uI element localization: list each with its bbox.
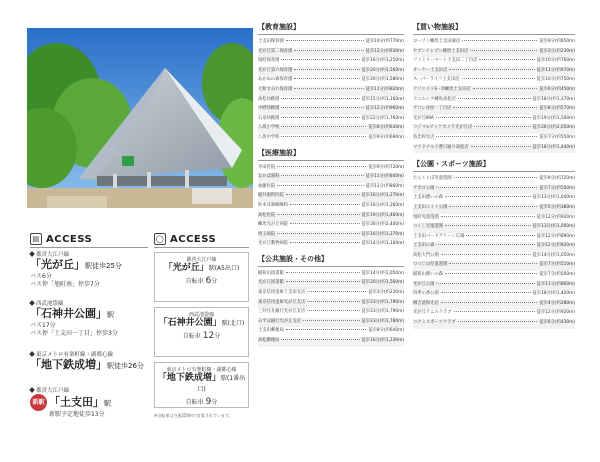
facility-distance: 徒歩9分(約650m): [539, 39, 575, 44]
leader-dots: [473, 88, 538, 89]
facility-name: 旭町保育園: [258, 58, 280, 64]
access-train-entry-2: [30, 299, 158, 338]
leader-dots: [462, 78, 535, 79]
facility-name: 高松大門公園: [413, 252, 439, 258]
facility-distance: 徒歩9分(約720m): [368, 164, 404, 170]
facility-distance: 徒歩14分(約1,050m): [361, 270, 404, 276]
divider: [30, 247, 148, 248]
facility-distance: 徒歩7分(約510m): [539, 262, 575, 268]
leader-dots: [454, 177, 538, 178]
facility-row: [258, 212, 404, 222]
route-detail: バス17分: [30, 322, 56, 329]
leader-dots: [277, 166, 366, 167]
facility-name: たらくくぼ児童遊園: [413, 176, 452, 182]
facility-row: [258, 76, 404, 86]
leader-dots: [281, 59, 359, 60]
leader-dots: [286, 281, 360, 282]
bicycle-icon: ◯: [155, 235, 165, 243]
facility-name: 土支田の森: [413, 243, 435, 249]
facility-column-right: [413, 22, 575, 333]
facility-name: ローソン練馬土支田通店: [413, 39, 461, 44]
divider: [154, 247, 249, 248]
bike-time: 自転車 12分: [182, 331, 221, 341]
facility-name: クリエイトS・D練馬土支田店: [413, 86, 471, 92]
facility-distance: 徒歩7分(約500m): [539, 185, 575, 191]
leader-dots: [445, 273, 537, 274]
access-train-title: ACCESS: [46, 233, 93, 245]
facility-row: [258, 124, 404, 134]
facility-distance: 徒歩12分(約890m): [536, 233, 575, 239]
facility-row: [413, 185, 575, 195]
facility-distance: 徒歩16分(約1,270m): [361, 193, 404, 199]
facility-name: 高松幼稚園: [258, 96, 280, 102]
facility-name: 旭町児童遊園: [413, 214, 439, 220]
facility-row: [258, 38, 404, 48]
facility-distance: 徒歩19分(約1,500m): [532, 115, 575, 121]
facility-name: 土支田エイト公園: [413, 204, 448, 210]
facility-distance: 徒歩8分(約630m): [368, 125, 404, 131]
leader-dots: [286, 329, 367, 330]
facility-row: [258, 115, 404, 125]
leader-dots: [462, 40, 537, 41]
facility-row: [258, 202, 404, 212]
bike-time: 自転車 9分: [185, 397, 218, 407]
facility-distance: 徒歩7分(約500m): [539, 272, 575, 278]
facility-name: 土支田憩いの森: [413, 195, 444, 201]
facility-distance: 徒歩11分(約860m): [536, 281, 575, 287]
section-title: 【医療施設】: [258, 148, 404, 161]
facility-row: [413, 86, 575, 96]
leader-dots: [454, 311, 535, 312]
access-bike-entry-1: [154, 252, 249, 302]
line-name: 西武池袋線: [188, 312, 214, 318]
facility-name: セブンイレブン練馬土支田店: [413, 48, 469, 54]
facility-row: [258, 183, 404, 193]
access-bike-heading: [154, 233, 216, 245]
facility-name: 光が丘公園: [413, 281, 435, 287]
facility-distance: 徒歩16分(約1,250m): [361, 58, 404, 64]
facility-distance: 徒歩18分(約1,420m): [532, 291, 575, 297]
facility-distance: 徒歩12分(約920m): [536, 310, 575, 316]
facility-name: 光が丘動物病院: [258, 241, 289, 247]
public-section: [258, 254, 404, 347]
facility-name: 稲荷山図書館: [258, 270, 284, 276]
facility-distance: 徒歩3分(約230m): [368, 290, 404, 296]
station-name: 「地下鉄成増」駅徒歩26分: [30, 358, 144, 371]
facility-row: [258, 192, 404, 202]
facility-row: [258, 86, 404, 96]
facility-distance: 徒歩19分(約1,460m): [361, 212, 404, 218]
facility-row: [258, 173, 404, 183]
facility-row: [258, 231, 404, 241]
facility-distance: 徒歩4分(約280m): [539, 300, 575, 306]
facility-distance: 徒歩11分(約860m): [365, 183, 404, 189]
leader-dots: [470, 50, 537, 51]
facility-distance: 徒歩9分(約720m): [539, 176, 575, 182]
leader-dots: [277, 185, 363, 186]
leader-dots: [436, 187, 537, 188]
leader-dots: [294, 78, 359, 79]
facility-row: [258, 308, 404, 318]
leader-dots: [294, 69, 359, 70]
section-title: 【公園・スポーツ施設】: [413, 159, 575, 172]
facility-row: [258, 327, 404, 337]
leader-dots: [286, 194, 360, 195]
facility-row: [413, 144, 575, 154]
facility-distance: 徒歩13分(約970m): [536, 67, 575, 73]
leader-dots: [290, 204, 359, 205]
facility-name: 八坂中学校: [258, 134, 280, 140]
facility-distance: 徒歩5分(約380m): [539, 204, 575, 210]
train-icon: ▤: [30, 233, 42, 245]
leader-dots: [441, 216, 535, 217]
facility-name: あかねの森保育園: [258, 77, 293, 83]
line-name: 西武池袋線: [30, 299, 158, 307]
facility-row: [258, 164, 404, 174]
facility-row: [413, 290, 575, 300]
facility-row: [413, 115, 575, 125]
leader-dots: [281, 126, 366, 127]
facility-distance: 徒歩16分(約1,270m): [361, 231, 404, 237]
facility-row: [258, 318, 404, 328]
facility-row: [413, 309, 575, 319]
station-name: 「石神井公園」駅(北口): [158, 318, 245, 328]
leader-dots: [436, 136, 537, 137]
facility-column-middle: [258, 22, 404, 351]
facility-row: [413, 194, 575, 204]
leader-dots: [449, 263, 537, 264]
facility-row: [413, 271, 575, 281]
leader-dots: [281, 117, 359, 118]
facility-row: [258, 299, 404, 309]
facility-row: [258, 270, 404, 280]
facility-name: 大和すみれ保育園: [258, 86, 293, 92]
facility-row: [258, 96, 404, 106]
facility-name: 鈴木耳鼻咽喉科: [258, 202, 289, 208]
facility-name: 石泉幼稚園: [258, 115, 280, 121]
leader-dots: [281, 339, 359, 340]
access-bike-title: ACCESS: [170, 233, 217, 245]
facility-name: スーパーライフ土支田店: [413, 77, 460, 83]
facility-name: 中野幼稚園: [258, 106, 280, 112]
facility-name: 東京信用金庫光が丘支店: [258, 299, 306, 305]
leader-dots: [307, 301, 359, 302]
facility-row: [413, 242, 575, 252]
new-station-badge: 新駅: [30, 394, 47, 411]
facility-row: [413, 96, 575, 106]
facility-row: [413, 233, 575, 243]
facility-name: アコレ谷原一丁目店: [413, 106, 452, 112]
facility-distance: 徒歩13分(約1,000m): [532, 224, 575, 230]
leader-dots: [458, 321, 538, 322]
facility-distance: 徒歩3分(約230m): [539, 48, 575, 54]
leader-dots: [294, 88, 363, 89]
leader-dots: [303, 320, 360, 321]
access-train-entry-3: [30, 350, 158, 373]
facility-name: 光が丘IMA: [413, 115, 434, 121]
facility-distance: 徒歩22分(約1,760m): [361, 115, 404, 121]
medical-section: [258, 148, 404, 250]
facility-distance: 徒歩30分(約2,400m): [361, 222, 404, 228]
line-name: 都営大江戸線: [30, 250, 158, 258]
facility-row: [413, 57, 575, 67]
access-train-entry-4: [30, 386, 158, 419]
facility-distance: 徒歩11分(約820m): [365, 86, 404, 92]
facility-row: [413, 124, 575, 134]
facility-name: ウエルシア練馬高松店: [413, 96, 456, 102]
leader-dots: [277, 214, 359, 215]
facility-name: マクドナルド曹日通り高松店: [413, 144, 469, 150]
facility-distance: 徒歩12分(約920m): [536, 214, 575, 220]
facility-distance: 徒歩16分(約1,230m): [361, 338, 404, 344]
line-name: 都営大江戸線: [186, 257, 217, 263]
facility-row: [258, 279, 404, 289]
facility-name: 土支田郵便局: [258, 328, 284, 334]
leader-dots: [458, 98, 531, 99]
section-title: 【教育施設】: [258, 22, 404, 35]
facility-row: [258, 337, 404, 347]
station-name: 「光が丘」駅(A5出口): [163, 263, 240, 273]
parks-section: [413, 159, 575, 329]
facility-name: 三井住友銀行光が丘支店: [258, 309, 306, 315]
facility-distance: 徒歩9分(約690m): [368, 134, 404, 140]
facility-row: [258, 221, 404, 231]
facility-name: みずほ銀行光が丘支店: [258, 318, 301, 324]
leader-dots: [449, 206, 537, 207]
shopping-section: [413, 22, 575, 153]
facility-row: [413, 67, 575, 77]
bike-speed-note: ※自転車は分速250mで計算されています。: [154, 413, 233, 418]
route-detail: バス6分: [30, 273, 52, 280]
leader-dots: [307, 310, 359, 311]
facility-name: 高松郵便局: [258, 338, 280, 344]
facility-distance: 徒歩18分(約1,370m): [532, 96, 575, 102]
facility-distance: 徒歩7分(約550m): [539, 134, 575, 140]
leader-dots: [286, 272, 360, 273]
leader-dots: [441, 302, 538, 303]
facility-distance: 徒歩13分(約1,040m): [532, 195, 575, 201]
leader-dots: [441, 254, 531, 255]
access-bike-entry-2: [154, 307, 249, 357]
facility-distance: 徒歩26分(約2,050m): [532, 125, 575, 131]
education-section: [258, 22, 404, 144]
leader-dots: [453, 107, 537, 108]
leader-dots: [474, 126, 530, 127]
facility-name: 東京信用金庫土支田支店: [258, 290, 306, 296]
leader-dots: [471, 146, 531, 147]
station-name: 「石神井公園」駅: [30, 307, 114, 320]
facility-row: [413, 48, 575, 58]
station-name: 新駅 「土支田」駅: [30, 394, 158, 411]
leader-dots: [286, 40, 364, 41]
facility-row: [413, 319, 575, 329]
facility-distance: 徒歩10分(約750m): [536, 77, 575, 83]
facility-distance: 徒歩14分(約1,100m): [361, 241, 404, 247]
facility-distance: 徒歩20分(約1,560m): [361, 280, 404, 286]
facility-distance: 徒歩11分(約840m): [365, 174, 404, 180]
facility-name: 土支田バードグリーン広場: [413, 233, 465, 239]
facility-name: 光が丘図書館: [258, 280, 284, 286]
bike-time: 自転車 6分: [185, 276, 218, 286]
facility-row: [258, 57, 404, 67]
facility-distance: 徒歩12分(約920m): [536, 243, 575, 249]
route-detail: バス停「土支田一丁目」停歩3分: [30, 330, 118, 337]
park-photo: [27, 28, 253, 208]
leader-dots: [307, 291, 366, 292]
access-train-entry-1: [30, 250, 158, 289]
leader-dots: [436, 117, 531, 118]
facility-distance: 徒歩18分(約1,440m): [532, 144, 575, 150]
facility-distance: 徒歩8分(約640m): [368, 328, 404, 334]
facility-distance: 徒歩14分(約1,050m): [532, 252, 575, 258]
facility-name: 練馬光が丘病院: [258, 222, 289, 228]
line-name: 東京メトロ有楽町線・副都心線: [30, 350, 158, 358]
facility-row: [413, 105, 575, 115]
facility-distance: 徒歩8分(約570m): [539, 106, 575, 112]
leader-dots: [445, 196, 530, 197]
facility-row: [413, 134, 575, 144]
facility-row: [413, 261, 575, 271]
facility-row: [413, 281, 575, 291]
facility-row: [413, 300, 575, 310]
facility-distance: 徒歩23分(約1,790m): [361, 299, 404, 305]
facility-name: ファミリーマート土支田二丁目店: [413, 58, 478, 64]
facility-name: なかば歯科: [258, 174, 280, 180]
facility-name: 光が丘テニスクラブ: [413, 310, 452, 316]
facility-row: [413, 204, 575, 214]
facility-distance: 徒歩10分(約770m): [365, 39, 404, 44]
leader-dots: [445, 225, 530, 226]
leader-dots: [281, 98, 359, 99]
station-name: 「地下鉄成増」駅(1番出口): [157, 373, 246, 393]
leader-dots: [449, 69, 534, 70]
facility-name: 光が丘第二保育園: [258, 48, 293, 54]
route-detail: 新駅予定地徒歩13分: [49, 411, 105, 418]
facility-name: オーケー土支田店: [413, 67, 448, 73]
section-title: 【買い物施設】: [413, 22, 575, 35]
leader-dots: [436, 244, 534, 245]
leader-dots: [281, 136, 366, 137]
facility-distance: 徒歩15分(約1,160m): [361, 96, 404, 102]
facility-row: [413, 252, 575, 262]
facility-distance: 徒歩6分(約450m): [539, 86, 575, 92]
leader-dots: [281, 107, 363, 108]
facility-name: 土支田保育園: [258, 39, 284, 44]
facility-distance: 徒歩12分(約960m): [365, 106, 404, 112]
leader-dots: [436, 283, 534, 284]
facility-row: [258, 105, 404, 115]
leader-dots: [290, 242, 359, 243]
facility-distance: 徒歩10分(約760m): [536, 58, 575, 64]
leader-dots: [466, 235, 534, 236]
access-train-heading: [30, 233, 92, 245]
facility-name: 稲井歯科医院: [258, 193, 284, 199]
facility-row: [413, 76, 575, 86]
route-detail: バス停「旭町南」停歩7分: [30, 281, 100, 288]
facility-name: 埼玉病院: [258, 231, 276, 237]
leader-dots: [441, 292, 531, 293]
facility-row: [258, 240, 404, 250]
facility-row: [413, 214, 575, 224]
facility-name: 柳吉池和光店: [413, 300, 439, 306]
facility-distance: 徒歩20分(約1,580m): [361, 77, 404, 83]
facility-name: 高松医院: [258, 212, 276, 218]
facility-name: コナミスポーツクラブ: [413, 320, 456, 326]
facility-distance: 徒歩23分(約1,780m): [361, 318, 404, 324]
section-title: 【公共施設・その他】: [258, 254, 404, 267]
facility-name: 光が丘第六保育園: [258, 67, 293, 73]
facility-row: [258, 289, 404, 299]
leader-dots: [277, 233, 359, 234]
facility-distance: 徒歩20分(約1,560m): [361, 67, 404, 73]
facility-row: [258, 48, 404, 58]
facility-distance: 徒歩12分(約930m): [365, 48, 404, 54]
facility-name: アポロ公園: [413, 185, 435, 191]
facility-distance: 徒歩16分(約1,260m): [361, 202, 404, 208]
facility-row: [413, 175, 575, 185]
facility-name: 八坂小学校: [258, 125, 280, 131]
facility-name: 島忠和光店: [413, 134, 435, 140]
leader-dots: [290, 223, 359, 224]
leader-dots: [281, 175, 363, 176]
facility-distance: 徒歩23分(約1,790m): [361, 309, 404, 315]
facility-distance: 徒歩6分(約430m): [539, 320, 575, 326]
facility-name: 加藤医院: [258, 183, 276, 189]
facility-name: つくし児童遊園: [413, 224, 444, 230]
facility-name: 稲荷山憩いの森: [413, 272, 444, 278]
facility-name: コジマ×ビックカメラ光が丘店: [413, 125, 473, 131]
line-name: 東京メトロ有楽町線・副都心線: [166, 367, 237, 373]
access-bike-entry-3: [154, 362, 249, 408]
station-name: 「光が丘」駅徒歩25分: [30, 258, 122, 271]
line-name: 都営大江戸線: [30, 386, 158, 394]
leader-dots: [479, 59, 534, 60]
facility-name: 四季の香公園: [413, 291, 439, 297]
facility-name: つつじ山児童遊園: [413, 262, 448, 268]
facility-name: 寺田医院: [258, 164, 276, 170]
facility-row: [258, 67, 404, 77]
facility-row: [258, 134, 404, 144]
facility-row: [413, 38, 575, 48]
facility-row: [413, 223, 575, 233]
leader-dots: [294, 50, 363, 51]
